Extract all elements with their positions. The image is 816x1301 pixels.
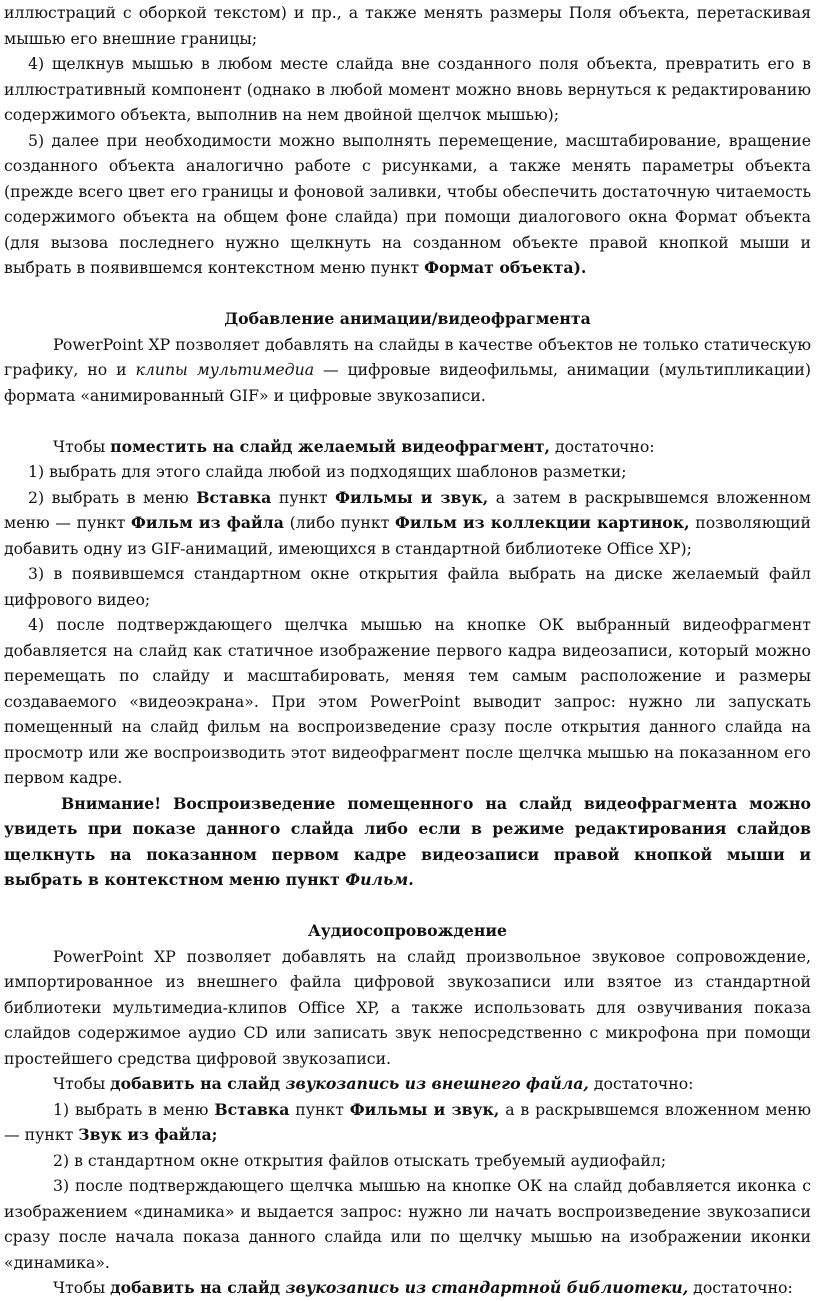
italic-text: клипы мультимедиа [135,360,315,379]
bold-text: Фильмы и звук, [349,1099,500,1119]
bold-text: Звук из файла; [78,1125,218,1144]
text: (либо пункт [283,513,395,532]
paragraph-audio-file-howto [4,1071,811,1097]
bold-text: добавить на слайд [110,1074,286,1093]
spacer [4,408,811,434]
paragraph-animation-intro [4,332,811,409]
spacer [4,281,811,307]
bold-text: Фильм из файла [130,513,284,532]
bold-text: поместить на слайд желаемый видеофрагмент, [110,436,550,456]
text: а затем в раскрывшемся вложенном меню — пункт [4,487,811,532]
paragraph-video-step-4: 4) после подтверждающего щелчка мышью на кнопке ОК выбранный видеофрагмент добавляется на слайд как статичное изображение первого кадра видеозаписи, который можно перемещать по слайду и масштабировать, меняя тем самым расположение и размеры создаваемого «видеоэкрана». При этом PowerPoint выводит запрос: нужно ли запускать помещенный на слайд фильм на воспроизведение сразу после открытия данного слайда на просмотр или же воспроизводить этот видеофрагмент после щелчка мышью на показанном его первом кадре. [4,615,811,787]
paragraph-video-howto [4,434,811,460]
bold-italic-text: звукозапись из стандартной библиотеки, [285,1278,689,1297]
bold-text: Внимание! Воспроизведение помещенного на слайд видеофрагмента можно увидеть при показе данного слайда либо если в режиме редактирования слайдов щелкнуть на показанном первом кадре видеозаписи правой кнопкой мыши и выбрать в контекстном меню пункт [4,793,811,889]
text: достаточно: [588,1074,694,1093]
paragraph-video-step-3: 3) в появившемся стандартном окне открытия файла выбрать на диске желаемый файл цифрового видео; [4,564,811,609]
bold-text: Вставка [214,1099,290,1119]
paragraph-video-warning [4,791,811,893]
paragraph-audio-step-2: 2) в стандартном окне открытия файлов отыскать требуемый аудиофайл; [53,1150,667,1170]
text: достаточно: [549,436,655,456]
bold-text: Фильмы и звук, [335,487,489,507]
text: 1) выбрать в меню [53,1099,215,1119]
paragraph-audio-intro: PowerPoint XP позволяет добавлять на слайд произвольное звуковое сопровождение, импортированное из внешнего файла цифровой звукозаписи или взятое из стандартной библиотеки мультимедиа-клипов Office XP, а также использовать для озвучивания показа слайдов содержимое аудио CD или записать звук непосредственно с микрофона при помощи простейшего средства цифровой звукозаписи. [4,946,811,1068]
section-heading-animation: Добавление анимации/видеофрагмента [224,309,591,328]
text: позволяющий добавить одну из GIF-анимаций, имеющихся в стандартной библиотеке Office XP); [4,513,811,558]
spacer [4,893,811,919]
text: 5) далее при необходимости можно выполнять перемещение, масштабирование, вращение созданного объекта аналогично работе с рисунками, а также менять параметры объекта (прежде всего цвет его границы и фоновой заливки, чтобы обеспечить достаточную читаемость содержимого объекта на общем фоне слайда) при помощи диалогового окна Формат объекта (для вызова последнего нужно щелкнуть на созданном объекте правой кнопкой мыши и выбрать в появившемся контекстном меню пункт [4,130,811,277]
paragraph-audio-library-howto [4,1275,811,1301]
paragraph-audio-step-3: 3) после подтверждающего щелчка мышью на кнопке ОК на слайд добавляется иконка с изображением «динамика» и выдается запрос: нужно ли начать воспроизведение звукозаписи сразу после начала показа данного слайда или по щелчку мышью на изображении иконки «динамика». [4,1176,811,1272]
section-heading-audio: Аудиосопровождение [307,921,508,940]
bold-text: Фильм из коллекции картинок, [394,513,690,532]
text: пункт [289,1099,350,1119]
text: 2) выбрать в меню [28,487,197,507]
text: — цифровые видеофильмы, анимации (мультипликации) формата «анимированный GIF» и цифровые звукозаписи. [4,360,811,405]
text: достаточно: [688,1278,793,1297]
paragraph-resize-fields: иллюстраций с оборкой текстом) и пр., а также менять размеры Поля объекта, перетаскивая мышью его внешние границы; [4,3,811,48]
text: а в раскрывшемся вложенном меню — пункт [4,1099,811,1144]
paragraph-video-step-1: 1) выбрать для этого слайда любой из подходящих шаблонов разметки; [28,462,627,481]
paragraph-step-4-object: 4) щелкнув мышью в любом месте слайда вне созданного поля объекта, превратить его в иллюстративный компонент (однако в любой момент можно вновь вернуться к редактированию содержимого объекта, выполнив на нем двойной щелчок мышью); [4,54,811,124]
bold-italic-text: звукозапись из внешнего файла, [285,1074,589,1093]
text: Чтобы [53,1074,111,1093]
text: PowerPoint XP позволяет добавлять на слайды в качестве объектов не только статическую графику, но и [4,334,811,379]
bold-italic-text: Фильм. [345,870,414,889]
paragraph-video-step-2 [4,485,811,562]
paragraph-step-5-object [4,128,811,281]
bold-text: Формат объекта). [424,258,587,277]
paragraph-audio-step-1 [4,1097,811,1148]
bold-text: добавить на слайд [110,1278,286,1297]
text: Чтобы [53,1278,111,1297]
bold-text: Вставка [196,487,272,507]
text: Чтобы [53,436,111,456]
text: пункт [271,487,336,507]
